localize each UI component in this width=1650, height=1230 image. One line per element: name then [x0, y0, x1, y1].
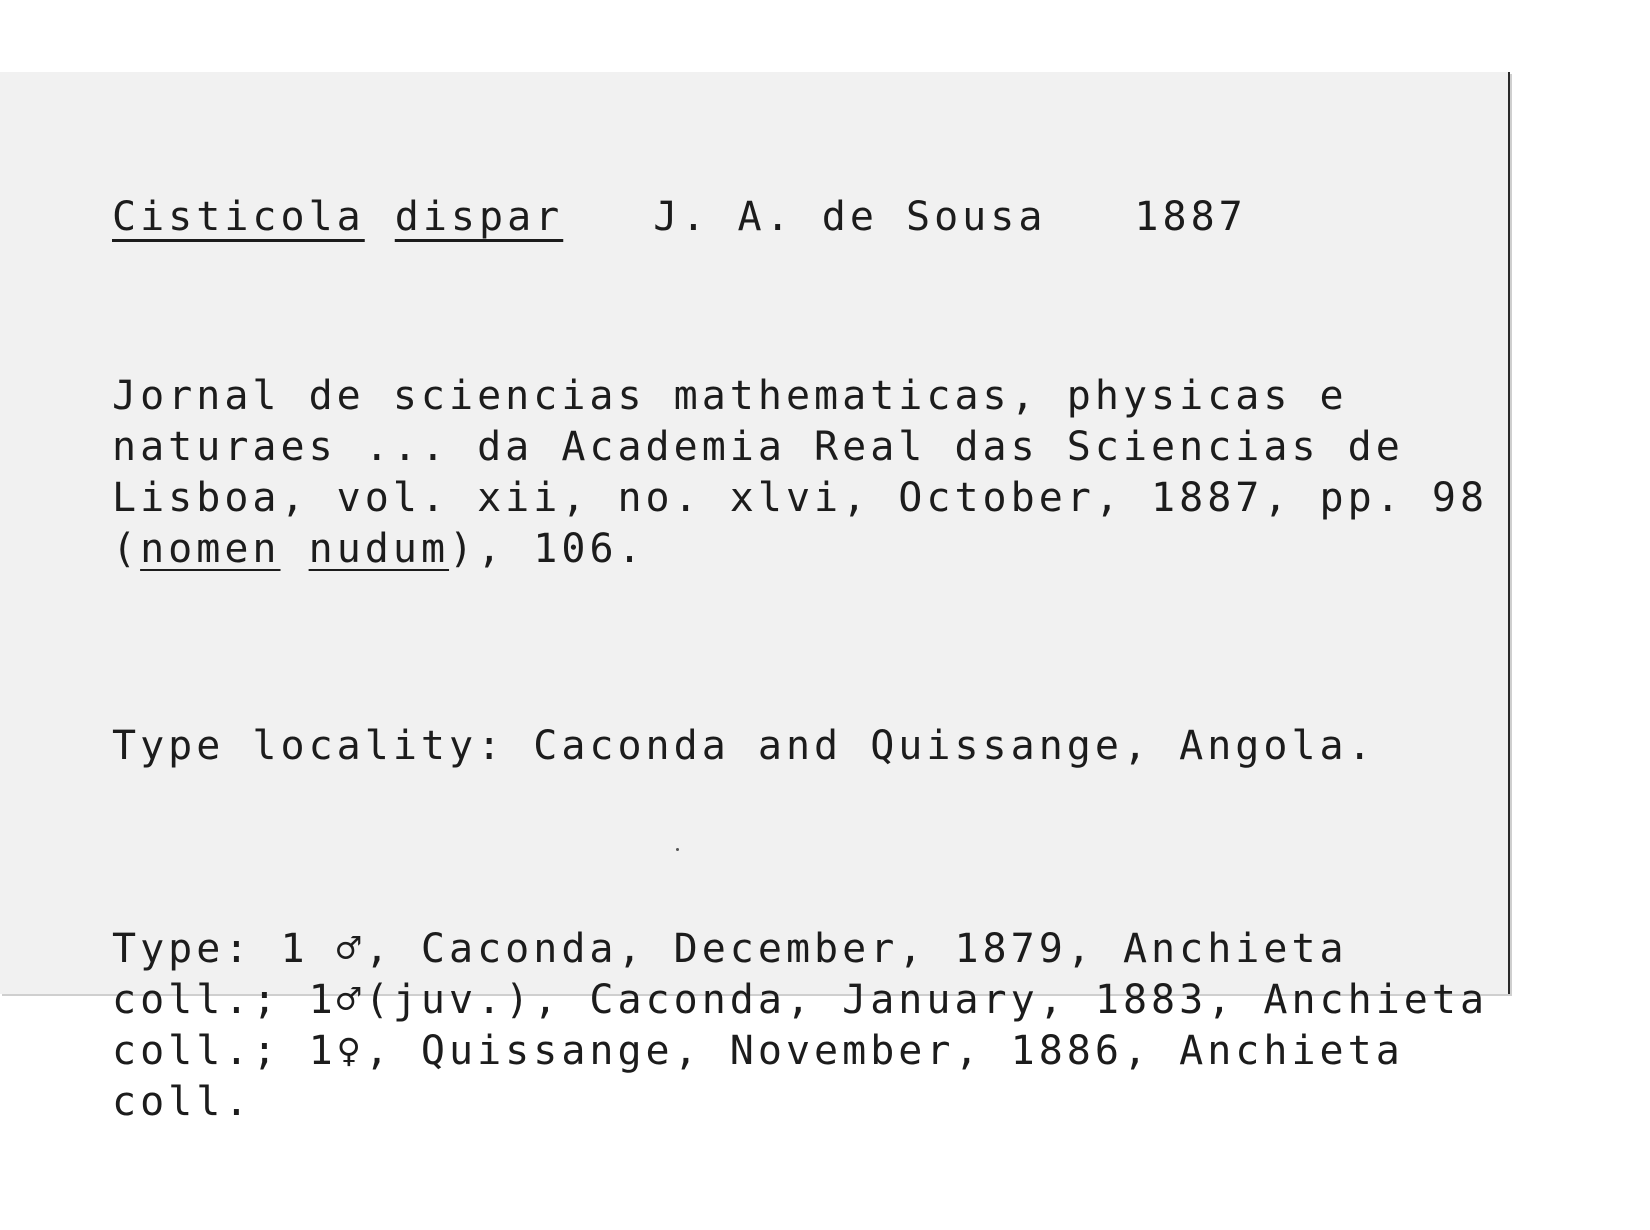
- type-specimens: Type: 1 ♂, Caconda, December, 1879, Anchieta coll.; 1♂(juv.), Caconda, January, 1883, Anchieta coll.; 1♀, Quissange, November, 1886, Anchieta coll.: [112, 926, 1517, 1125]
- citation-text: Jornal de sciencias mathematicas, physicas e naturaes ... da Academia Real das Sciencias de Lisboa, vol. xii, no. xlvi, October, 1887, pp. 98 (: [112, 373, 1517, 572]
- genus-name: Cisticola: [112, 194, 365, 240]
- nudum-word: nudum: [308, 526, 450, 572]
- citation-pages-suffix: ), 106.: [449, 526, 646, 572]
- species-name: dispar: [394, 194, 564, 240]
- nomen-word: nomen: [140, 526, 281, 572]
- index-card: [0, 72, 1517, 1125]
- citation: [112, 371, 1517, 575]
- taxon-heading: [112, 192, 1502, 243]
- paper-speck: [676, 848, 679, 851]
- publication-year: 1887: [1134, 194, 1247, 240]
- card-text: [112, 90, 1517, 1230]
- type-locality: Type locality: Caconda and Quissange, Angola.: [112, 723, 1376, 769]
- author-name: J. A. de Sousa: [653, 194, 1047, 240]
